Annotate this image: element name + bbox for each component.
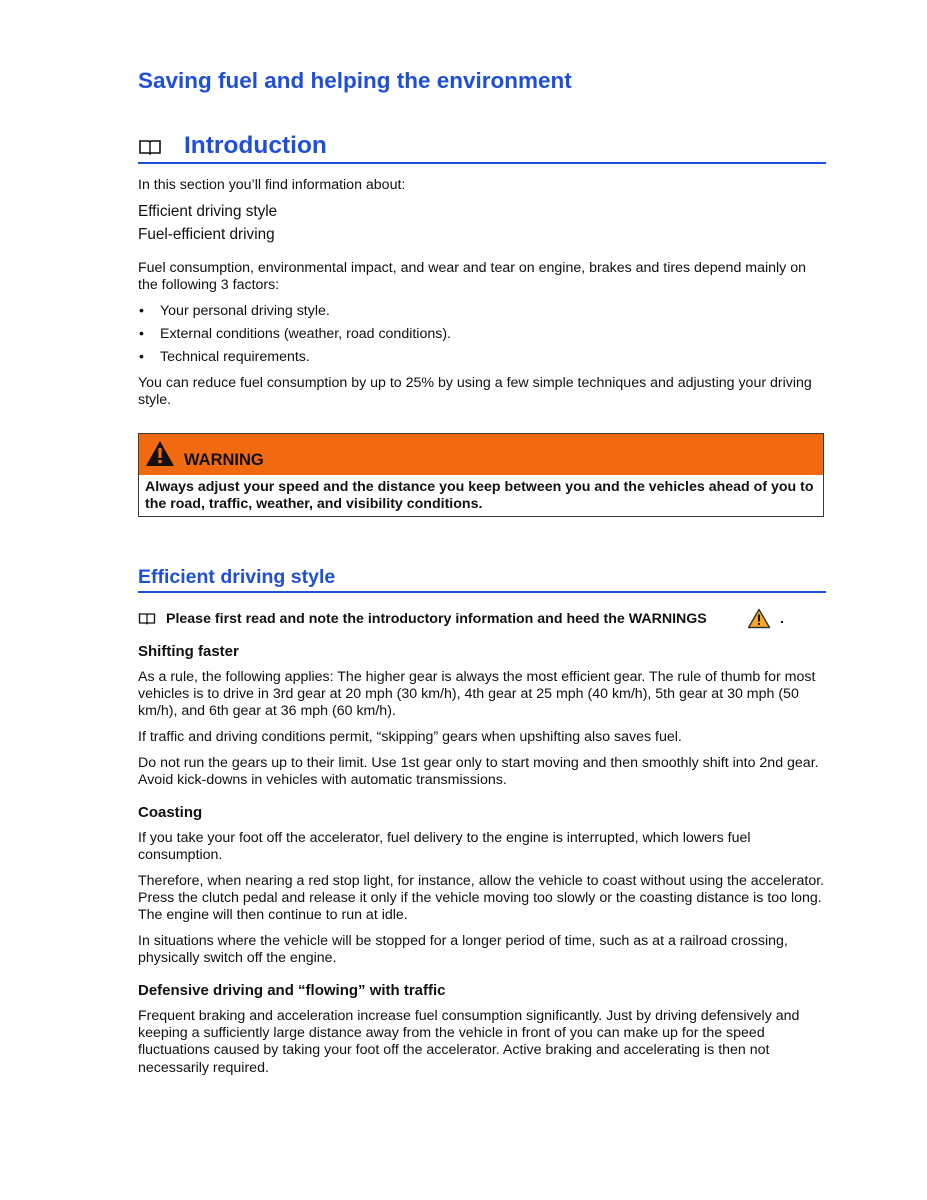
warning-label: WARNING: [184, 451, 264, 469]
intro-lead: In this section you’ll find information about:: [138, 177, 406, 193]
defensive-heading: Defensive driving and “flowing” with traffic: [138, 982, 446, 999]
read-note-text: Please first read and note the introductory information and heed the WARNINGS: [166, 611, 707, 627]
efficient-heading-bar: [138, 564, 826, 593]
page-title: Saving fuel and helping the environment: [138, 68, 572, 93]
defensive-paragraph-1: Frequent braking and acceleration increase fuel consumption significantly. Just by driving defensively and keeping a sufficiently large distance away from the vehicle in front of you can make up for the speed fluctuations caused by taking your foot off the accelerator. Active braking and accelerating is then not necessarily required.: [138, 1008, 800, 1076]
book-icon: [138, 612, 156, 630]
book-icon: [138, 139, 162, 160]
read-note: [138, 608, 826, 630]
read-note-period: .: [780, 611, 784, 627]
shifting-paragraph-2: If traffic and driving conditions permit, “skipping” gears when upshifting also saves fuel.: [138, 729, 682, 745]
warning-box: [138, 433, 824, 517]
warning-text: Always adjust your speed and the distance you keep between you and the vehicles ahead of you to the road, traffic, weather, and visibility conditions.: [145, 479, 814, 513]
coasting-paragraph-3: In situations where the vehicle will be stopped for a longer period of time, such as at a railroad crossing, physically switch off the engine.: [138, 933, 788, 967]
introduction-heading: Introduction: [184, 132, 327, 159]
shifting-heading: Shifting faster: [138, 643, 239, 660]
coasting-paragraph-2: Therefore, when nearing a red stop light, for instance, allow the vehicle to coast without using the accelerator. Press the clutch pedal and release it only if the vehicle moving too slowly or the coasting distance is too long. The engine will then continue to run at idle.: [138, 873, 825, 924]
efficient-heading: Efficient driving style: [138, 566, 336, 588]
warning-triangle-icon[interactable]: [747, 608, 771, 634]
intro-topic-1[interactable]: Efficient driving style: [138, 203, 278, 220]
shifting-paragraph-1: As a rule, the following applies: The higher gear is always the most efficient gear. The rule of thumb for most vehicles is to drive in 3rd gear at 20 mph (30 km/h), 4th gear at 25 mph (40 km/h), 5th gear at 30 mph (50 km/h), and 6th gear at 36 mph (60 km/h).: [138, 669, 816, 720]
introduction-heading-bar: [138, 130, 826, 164]
factors-intro: Fuel consumption, environmental impact, and wear and tear on engine, brakes and tires depend mainly on the following 3 factors:: [138, 260, 806, 294]
warning-header: [139, 434, 823, 475]
shifting-paragraph-3: Do not run the gears up to their limit. Use 1st gear only to start moving and then smoothly shift into 2nd gear. Avoid kick-downs in vehicles with automatic transmissions.: [138, 755, 819, 789]
bullet: •: [139, 349, 144, 365]
bullet: •: [139, 303, 144, 319]
bullet: •: [139, 326, 144, 342]
coasting-paragraph-1: If you take your foot off the accelerator, fuel delivery to the engine is interrupted, which lowers fuel consumption.: [138, 830, 751, 864]
warning-triangle-icon: [145, 440, 175, 472]
reduce-paragraph: You can reduce fuel consumption by up to 25% by using a few simple techniques and adjusting your driving style.: [138, 375, 812, 409]
intro-topic-2[interactable]: Fuel-efficient driving: [138, 226, 275, 243]
coasting-heading: Coasting: [138, 804, 203, 821]
